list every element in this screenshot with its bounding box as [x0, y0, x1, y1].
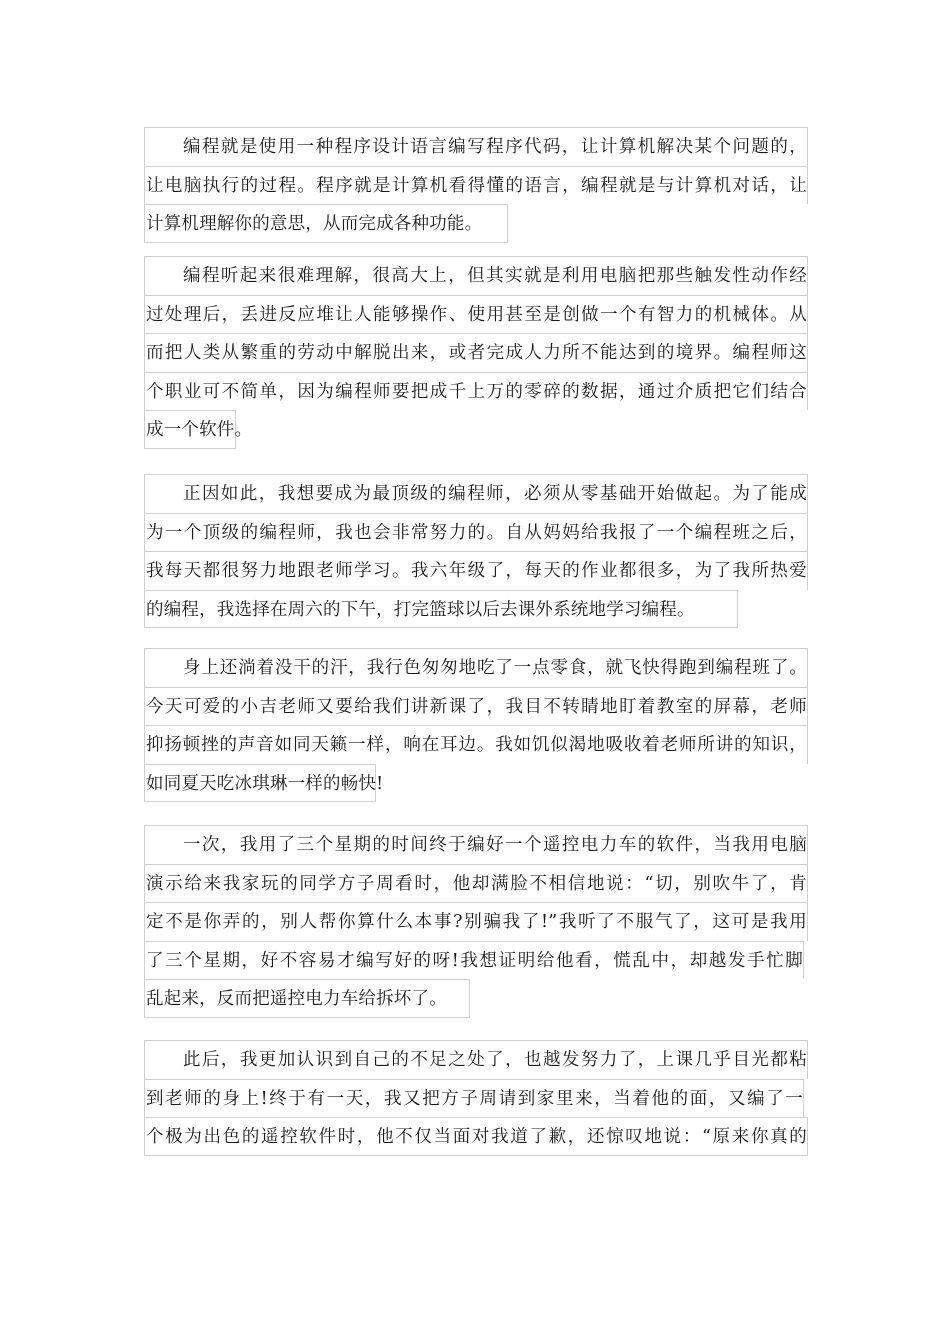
text-line: 计算机理解你的意思，从而完成各种功能。 [144, 204, 508, 243]
paragraph-3 [144, 474, 808, 628]
text-line: 抑扬顿挫的声音如同天籁一样，响在耳边。我如饥似渴地吸收着老师所讲的知识， [144, 725, 808, 764]
paragraph-5 [144, 825, 808, 1018]
text-line: 我每天都很努力地跟老师学习。我六年级了，每天的作业都很多，为了我所热爱 [144, 551, 808, 590]
text-line: 编程听起来很难理解，很高大上，但其实就是利用电脑把那些触发性动作经 [144, 256, 808, 295]
text-line: 此后，我更加认识到自己的不足之处了，也越发努力了，上课几乎目光都粘 [144, 1040, 808, 1079]
text-line: 而把人类从繁重的劳动中解脱出来，或者完成人力所不能达到的境界。编程师这 [144, 333, 808, 372]
text-line: 今天可爱的小吉老师又要给我们讲新课了，我目不转睛地盯着教室的屏幕，老师 [144, 687, 808, 726]
text-line: 乱起来，反而把遥控电力车给拆坏了。 [144, 979, 470, 1018]
text-line: 如同夏天吃冰琪琳一样的畅快! [144, 764, 376, 803]
paragraph-1 [144, 127, 808, 243]
text-line: 身上还淌着没干的汗，我行色匆匆地吃了一点零食，就飞快得跑到编程班了。 [144, 648, 808, 687]
text-line: 了三个星期，好不容易才编写好的呀!我想证明给他看，慌乱中，却越发手忙脚 [144, 941, 804, 980]
text-line: 为一个顶级的编程师，我也会非常努力的。自从妈妈给我报了一个编程班之后， [144, 513, 808, 552]
text-line: 个职业可不简单，因为编程师要把成千上万的零碎的数据，通过介质把它们结合 [144, 372, 808, 411]
text-line: 正因如此，我想要成为最顶级的编程师，必须从零基础开始做起。为了能成 [144, 474, 808, 513]
text-line: 成一个软件。 [144, 410, 236, 449]
text-line: 个极为出色的遥控软件时，他不仅当面对我道了歉，还惊叹地说：“原来你真的 [144, 1117, 808, 1156]
text-line: 一次，我用了三个星期的时间终于编好一个遥控电力车的软件，当我用电脑 [144, 825, 808, 864]
paragraph-4 [144, 648, 808, 802]
text-line: 的编程，我选择在周六的下午，打完篮球以后去课外系统地学习编程。 [144, 590, 738, 629]
text-line: 过处理后，丢进反应堆让人能够操作、使用甚至是创做一个有智力的机械体。从 [144, 295, 808, 334]
text-line: 定不是你弄的，别人帮你算什么本事?别骗我了!”我听了不服气了，这可是我用 [144, 902, 808, 941]
text-line: 到老师的身上!终于有一天，我又把方子周请到家里来，当着他的面，又编了一 [144, 1079, 804, 1118]
text-line: 演示给来我家玩的同学方子周看时，他却满脸不相信地说：“切，别吹牛了，肯 [144, 864, 808, 903]
text-line: 编程就是使用一种程序设计语言编写程序代码，让计算机解决某个问题的， [144, 127, 808, 166]
paragraph-2 [144, 256, 808, 449]
text-line: 让电脑执行的过程。程序就是计算机看得懂的语言，编程就是与计算机对话，让 [144, 166, 808, 205]
paragraph-6 [144, 1040, 808, 1156]
